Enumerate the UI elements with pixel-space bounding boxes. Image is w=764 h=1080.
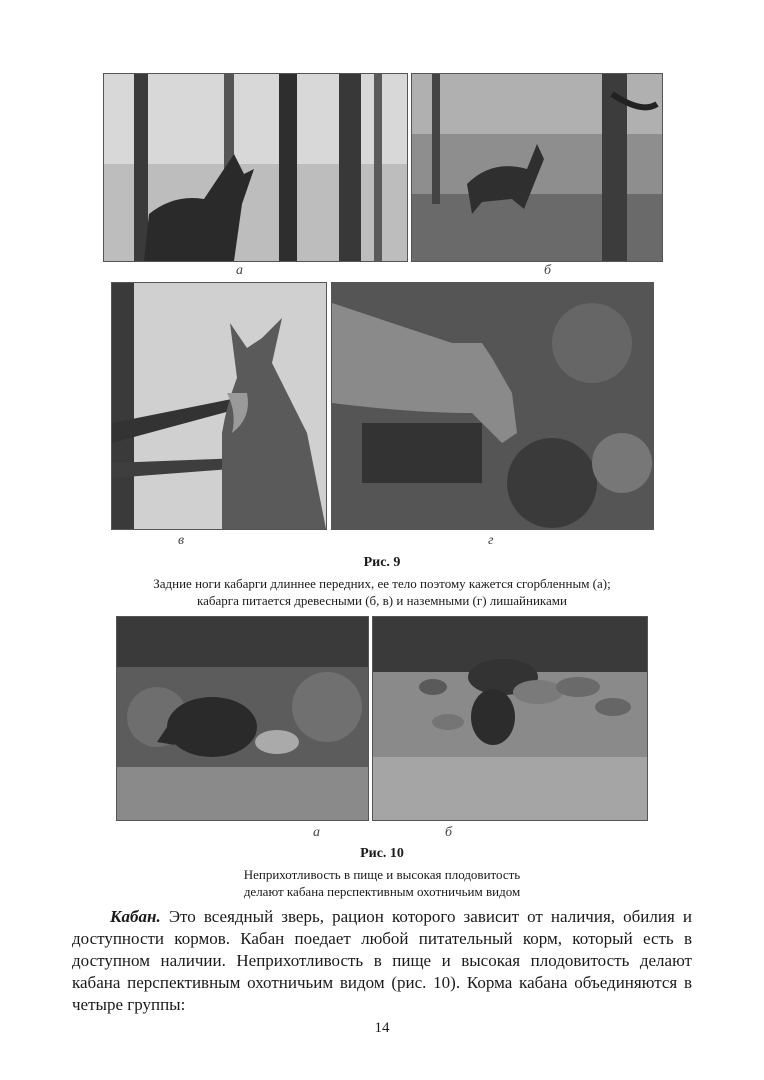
photo-boar-herd bbox=[372, 616, 648, 821]
figure9-caption-line1: Задние ноги кабарги длиннее передних, ее тело поэтому кажется сгорбленным (а); bbox=[153, 576, 611, 591]
figure9-label-g: г bbox=[488, 533, 494, 548]
photo-musk-deer-tree-lichen bbox=[111, 282, 327, 530]
figure10-caption-line2: делают кабана перспективным охотничьим видом bbox=[243, 884, 521, 899]
figure9-label-v: в bbox=[178, 533, 185, 548]
figure10-label-a: а bbox=[313, 825, 320, 840]
photo-musk-deer-standing bbox=[103, 73, 408, 262]
figure10-caption-line1: Неприхотливость в пище и высокая плодовитость bbox=[243, 867, 521, 882]
figure9-label-a: а bbox=[236, 263, 243, 278]
figure9-caption-line2: кабарга питается древесными (б, в) и наземными (г) лишайниками bbox=[197, 593, 567, 608]
photo-musk-deer-forest bbox=[411, 73, 663, 262]
figure10-title: Рис. 10 bbox=[360, 846, 404, 861]
photo-musk-deer-eating-ground-lichen bbox=[331, 282, 654, 530]
figure10-label-b: б bbox=[445, 825, 453, 840]
figure9-title: Рис. 9 bbox=[363, 555, 401, 570]
paragraph-lead: Кабан. bbox=[110, 907, 161, 926]
photo-boar-with-piglets bbox=[116, 616, 369, 821]
body-paragraph bbox=[72, 906, 692, 1016]
paragraph-text: Это всеядный зверь, рацион которого зависит от наличия, обилия и доступности кормов. Кабан поедает любой питательный корм, который есть в доступном наличии. Неприхотливость в пище и высокая плодовитость делают кабана перспективным охотничьим видом (рис. 10). Корма кабана объединяются в четыре группы: bbox=[72, 907, 692, 1014]
page-number: 14 bbox=[374, 1020, 390, 1036]
figure9-label-b: б bbox=[544, 263, 552, 278]
